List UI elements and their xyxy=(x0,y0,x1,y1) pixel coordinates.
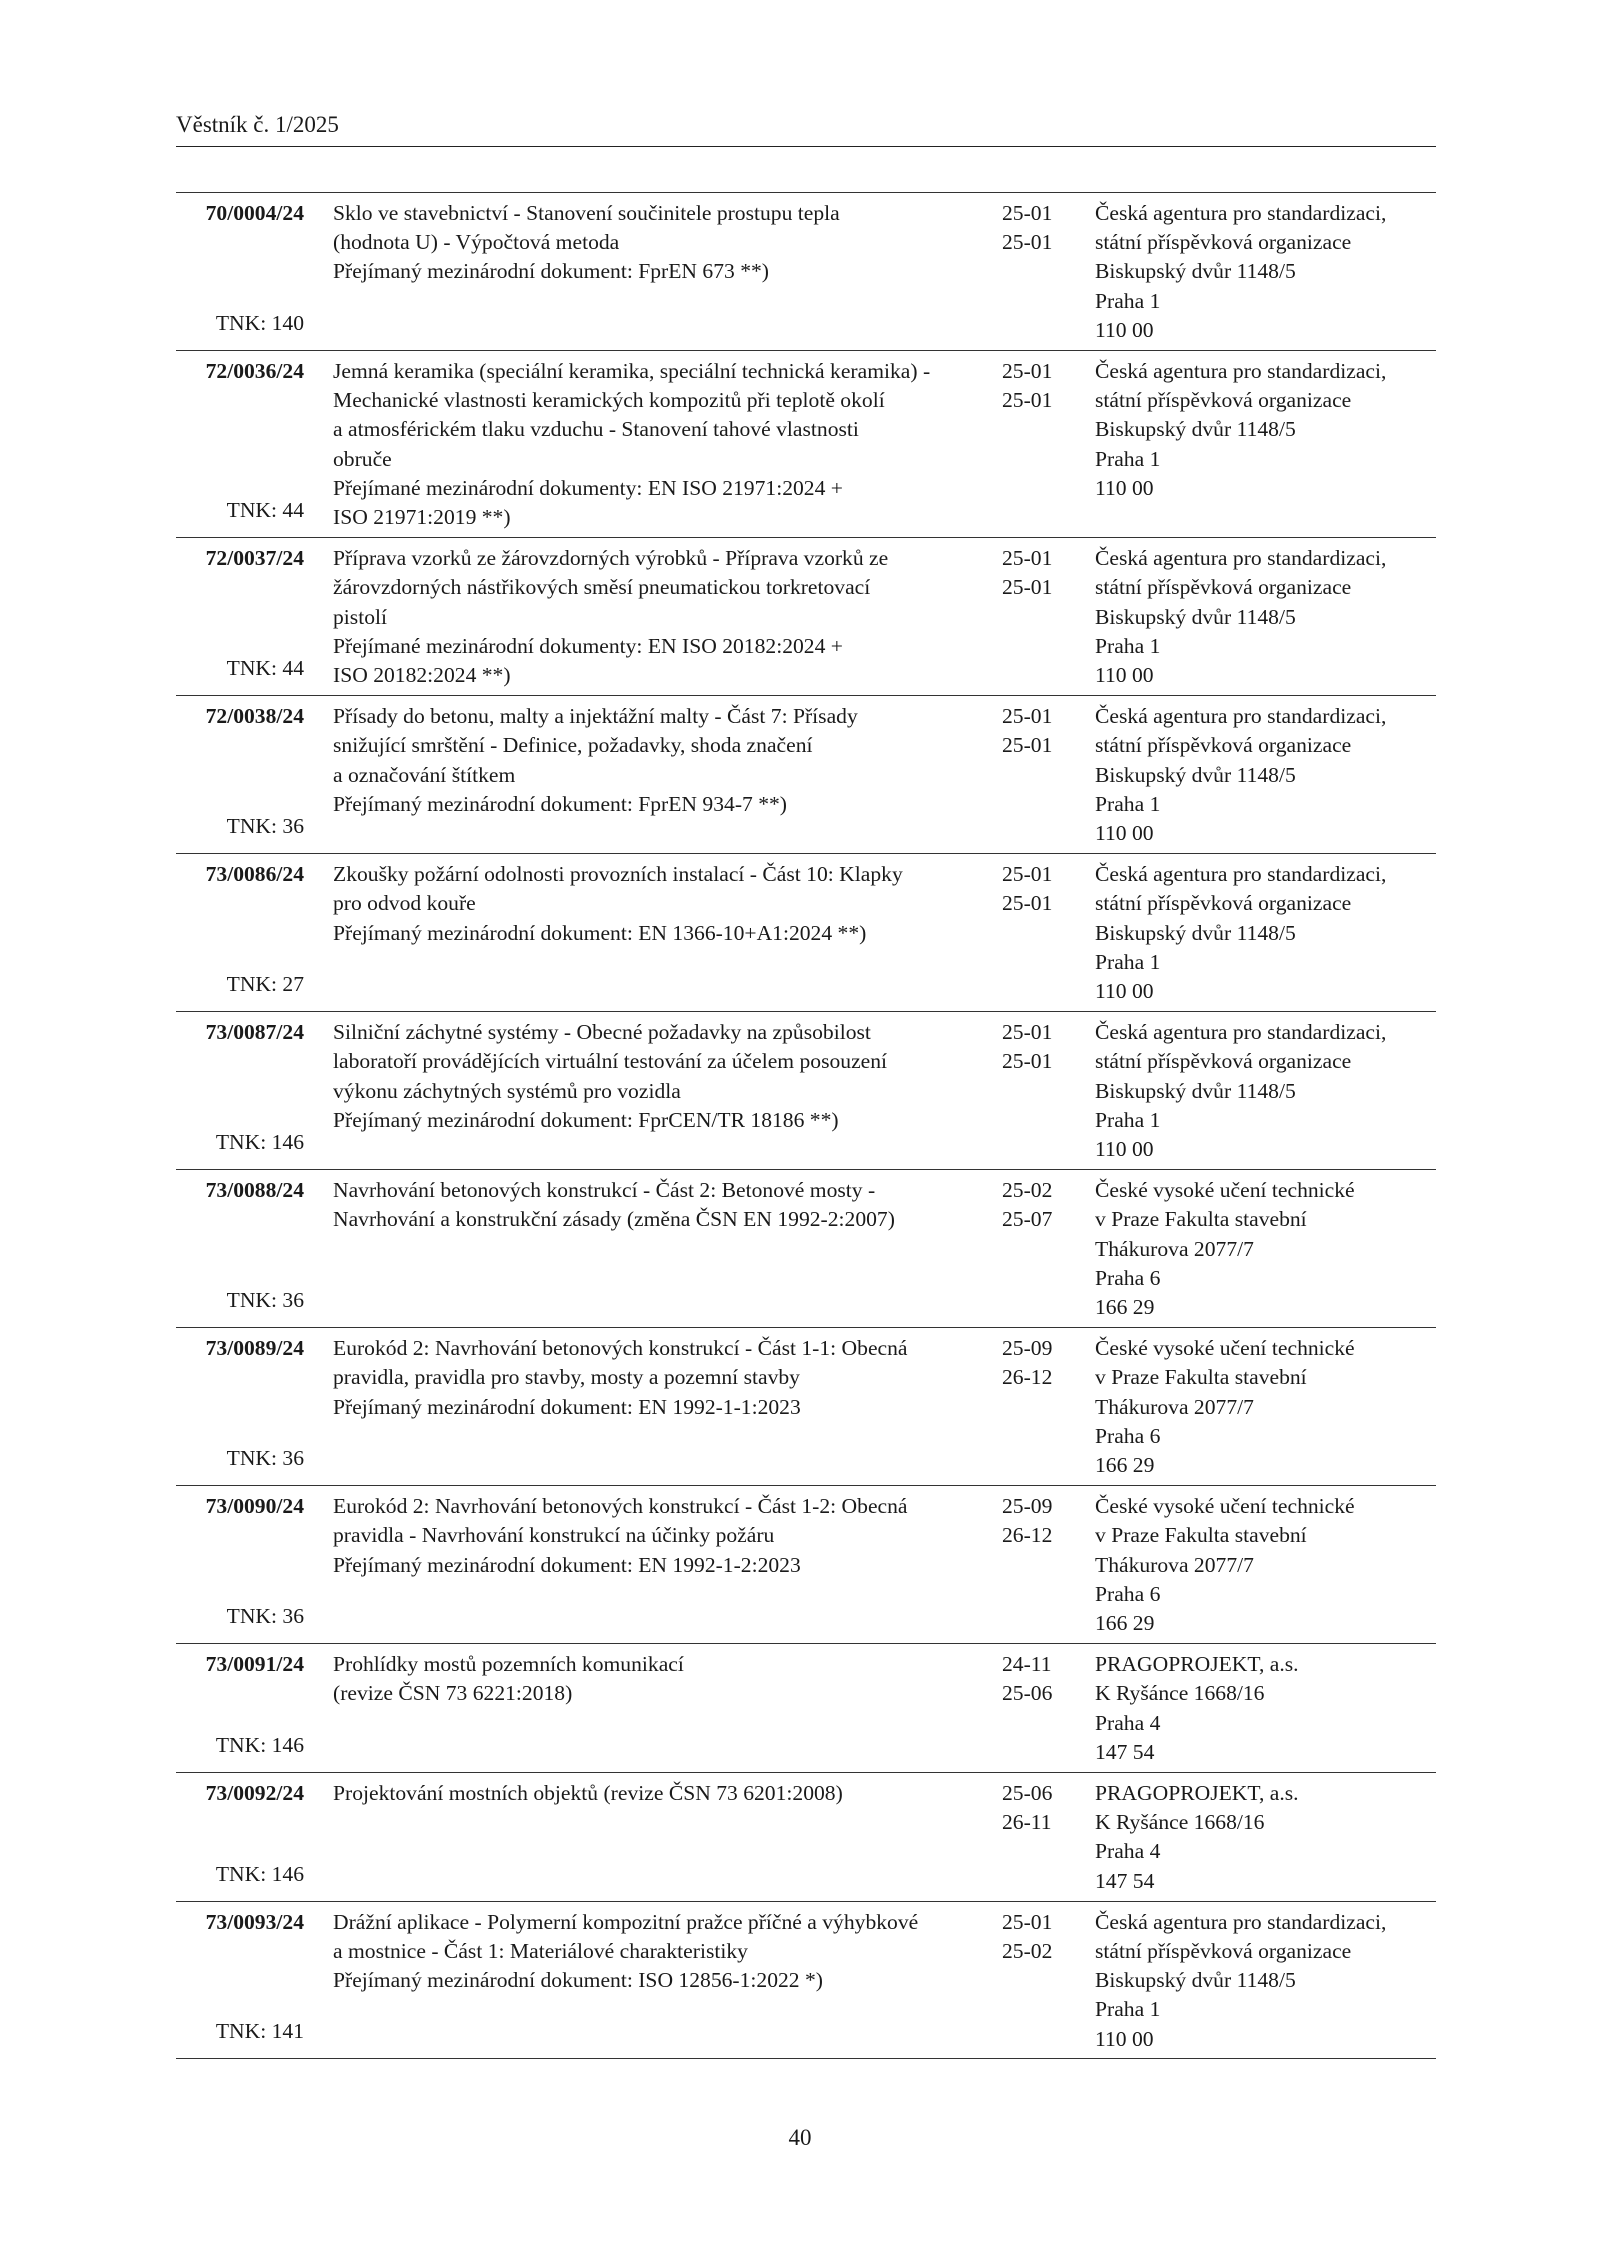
record-row xyxy=(176,192,1436,350)
record-title-line: Přejímaný mezinárodní dokument: FprCEN/TR 18186 **) xyxy=(333,1107,839,1132)
record-row xyxy=(176,1169,1436,1327)
record-id: 72/0037/24 xyxy=(205,546,304,571)
record-dates-line: 25-01 xyxy=(1002,201,1053,225)
record-organization-line: 147 54 xyxy=(1095,1868,1155,1893)
record-row xyxy=(176,695,1436,853)
record-organization-line: PRAGOPROJEKT, a.s. xyxy=(1095,1652,1299,1677)
record-id-cell xyxy=(176,1334,304,1479)
record-organization-line: Praha 6 xyxy=(1095,1265,1161,1290)
record-organization-line: v Praze Fakulta stavební xyxy=(1095,1365,1307,1390)
record-title-line: Eurokód 2: Navrhování betonových konstrukcí - Část 1-2: Obecná xyxy=(333,1494,908,1519)
record-id-cell xyxy=(176,199,304,344)
record-title-line: Přejímaný mezinárodní dokument: EN 1992-1-1:2023 xyxy=(333,1394,801,1419)
record-dates xyxy=(1002,1334,1082,1392)
record-id: 72/0038/24 xyxy=(205,704,304,729)
record-organization-line: Praha 4 xyxy=(1095,1839,1161,1864)
record-organization-line: státní příspěvková organizace xyxy=(1095,1049,1352,1074)
record-tnk: TNK: 44 xyxy=(226,655,304,680)
record-id: 73/0093/24 xyxy=(205,1909,304,1934)
record-dates-line: 25-07 xyxy=(1002,1207,1053,1232)
record-organization-line: Thákurova 2077/7 xyxy=(1095,1552,1254,1577)
record-organization-line: státní příspěvková organizace xyxy=(1095,891,1352,916)
record-title-line: Navrhování betonových konstrukcí - Část 2: Betonové mosty - xyxy=(333,1178,876,1203)
record-dates xyxy=(1002,1176,1082,1234)
record-tnk: TNK: 27 xyxy=(226,971,304,996)
record-tnk: TNK: 36 xyxy=(226,813,304,838)
record-organization-line: státní příspěvková organizace xyxy=(1095,388,1352,413)
record-organization xyxy=(1095,1492,1435,1638)
record-row xyxy=(176,1901,1436,2059)
record-id-cell xyxy=(176,1779,304,1895)
record-organization xyxy=(1095,1779,1435,1896)
record-dates-line: 25-01 xyxy=(1002,1909,1053,1934)
record-organization-line: Praha 1 xyxy=(1095,1107,1161,1132)
record-dates xyxy=(1002,544,1082,602)
record-dates-line: 26-11 xyxy=(1002,1810,1052,1835)
record-dates-line: 25-01 xyxy=(1002,733,1053,758)
record-organization-line: Biskupský dvůr 1148/5 xyxy=(1095,920,1296,945)
record-organization-line: Biskupský dvůr 1148/5 xyxy=(1095,762,1296,787)
record-organization-line: 166 29 xyxy=(1095,1295,1155,1319)
record-id: 73/0091/24 xyxy=(205,1652,304,1677)
record-organization-line: Praha 6 xyxy=(1095,1581,1161,1606)
record-dates xyxy=(1002,357,1082,415)
record-id-cell xyxy=(176,1908,304,2052)
page-header: Věstník č. 1/2025 xyxy=(176,112,339,137)
record-organization-line: státní příspěvková organizace xyxy=(1095,575,1352,600)
record-title-line: Přejímané mezinárodní dokumenty: EN ISO 20182:2024 + xyxy=(333,633,843,658)
records-table xyxy=(176,192,1436,2059)
record-organization-line: Praha 1 xyxy=(1095,949,1161,974)
record-dates-line: 25-01 xyxy=(1002,575,1053,600)
record-organization-line: v Praze Fakulta stavební xyxy=(1095,1207,1307,1232)
record-title-line: Mechanické vlastnosti keramických kompozitů při teplotě okolí xyxy=(333,388,885,413)
record-title-line: obruče xyxy=(333,446,392,471)
record-organization xyxy=(1095,702,1435,848)
record-title-line: Přísady do betonu, malty a injektážní malty - Část 7: Přísady xyxy=(333,704,858,729)
record-organization-line: Thákurova 2077/7 xyxy=(1095,1236,1254,1261)
record-dates-line: 26-12 xyxy=(1002,1523,1053,1548)
record-dates-line: 25-01 xyxy=(1002,230,1053,255)
record-organization-line: 110 00 xyxy=(1095,1137,1154,1161)
record-dates-line: 26-12 xyxy=(1002,1365,1053,1390)
record-organization-line: K Ryšánce 1668/16 xyxy=(1095,1810,1265,1835)
record-organization-line: Česká agentura pro standardizaci, xyxy=(1095,862,1387,887)
record-dates-line: 25-06 xyxy=(1002,1780,1053,1805)
record-title-line: Přejímaný mezinárodní dokument: EN 1992-1-2:2023 xyxy=(333,1552,801,1577)
record-organization-line: České vysoké učení technické xyxy=(1095,1178,1355,1203)
page-number: 40 xyxy=(788,2125,812,2150)
record-organization-line: Česká agentura pro standardizaci, xyxy=(1095,1909,1387,1934)
record-organization-line: 147 54 xyxy=(1095,1739,1155,1764)
header-divider xyxy=(176,146,1436,147)
record-title-line: Přejímané mezinárodní dokumenty: EN ISO 21971:2024 + xyxy=(333,475,843,500)
record-title-line: (revize ČSN 73 6221:2018) xyxy=(333,1681,573,1706)
record-dates xyxy=(1002,1018,1082,1076)
record-title-line: Přejímaný mezinárodní dokument: EN 1366-10+A1:2024 **) xyxy=(333,920,867,945)
record-id: 73/0086/24 xyxy=(205,862,304,887)
record-title-line: žárovzdorných nástřikových směsí pneumatickou torkretovací xyxy=(333,575,871,600)
record-organization-line: 110 00 xyxy=(1095,475,1154,500)
record-organization-line: Praha 1 xyxy=(1095,288,1161,313)
record-organization-line: 110 00 xyxy=(1095,821,1154,845)
record-title-line: pro odvod kouře xyxy=(333,891,476,916)
record-tnk: TNK: 141 xyxy=(215,2018,304,2043)
record-tnk: TNK: 36 xyxy=(226,1445,304,1470)
record-organization-line: Biskupský dvůr 1148/5 xyxy=(1095,417,1296,442)
record-tnk: TNK: 140 xyxy=(215,310,304,335)
record-organization xyxy=(1095,1334,1435,1480)
record-organization-line: státní příspěvková organizace xyxy=(1095,1938,1352,1963)
record-organization-line: 110 00 xyxy=(1095,317,1154,342)
record-id: 73/0088/24 xyxy=(205,1178,304,1203)
record-id-cell xyxy=(176,1176,304,1321)
record-title-line: pravidla - Navrhování konstrukcí na účinky požáru xyxy=(333,1523,775,1548)
record-organization xyxy=(1095,1650,1435,1767)
record-tnk: TNK: 36 xyxy=(226,1603,304,1628)
record-title-line: ISO 20182:2024 **) xyxy=(333,663,511,687)
record-organization-line: Česká agentura pro standardizaci, xyxy=(1095,1020,1387,1045)
record-id: 73/0092/24 xyxy=(205,1780,304,1805)
record-organization-line: Česká agentura pro standardizaci, xyxy=(1095,704,1387,729)
record-title-line: pravidla, pravidla pro stavby, mosty a pozemní stavby xyxy=(333,1365,800,1390)
record-title-line: Přejímaný mezinárodní dokument: FprEN 673 **) xyxy=(333,259,769,284)
record-title-line: Navrhování a konstrukční zásady (změna ČSN EN 1992-2:2007) xyxy=(333,1207,895,1232)
record-id: 73/0089/24 xyxy=(205,1336,304,1361)
record-dates-line: 25-09 xyxy=(1002,1336,1053,1361)
record-id-cell xyxy=(176,860,304,1005)
record-title-line: laboratoří provádějících virtuální testování za účelem posouzení xyxy=(333,1049,888,1074)
record-tnk: TNK: 36 xyxy=(226,1287,304,1312)
record-title-line: Silniční záchytné systémy - Obecné požadavky na způsobilost xyxy=(333,1020,871,1045)
record-dates-line: 25-01 xyxy=(1002,359,1053,383)
record-row xyxy=(176,350,1436,537)
record-title-line: Drážní aplikace - Polymerní kompozitní pražce příčné a výhybkové xyxy=(333,1909,919,1934)
record-organization-line: Biskupský dvůr 1148/5 xyxy=(1095,1078,1296,1103)
record-row xyxy=(176,1643,1436,1772)
record-title-line: a označování štítkem xyxy=(333,762,516,787)
record-organization-line: Česká agentura pro standardizaci, xyxy=(1095,201,1387,225)
record-dates-line: 25-01 xyxy=(1002,704,1053,729)
record-title-line: Přejímaný mezinárodní dokument: FprEN 934-7 **) xyxy=(333,791,787,816)
record-organization xyxy=(1095,1018,1435,1164)
record-organization-line: Česká agentura pro standardizaci, xyxy=(1095,546,1387,571)
record-row xyxy=(176,853,1436,1011)
record-title-line: Přejímaný mezinárodní dokument: ISO 12856-1:2022 *) xyxy=(333,1968,823,1993)
record-organization-line: Praha 1 xyxy=(1095,446,1161,471)
record-tnk: TNK: 146 xyxy=(215,1861,304,1886)
record-dates-line: 25-01 xyxy=(1002,1049,1053,1074)
record-dates xyxy=(1002,1779,1082,1837)
record-row xyxy=(176,1772,1436,1901)
record-organization xyxy=(1095,1176,1435,1322)
record-row xyxy=(176,1485,1436,1643)
record-id-cell xyxy=(176,702,304,847)
record-title-line: Jemná keramika (speciální keramika, speciální technická keramika) - xyxy=(333,359,931,383)
record-id-cell xyxy=(176,1492,304,1637)
record-dates xyxy=(1002,1908,1082,1966)
record-dates xyxy=(1002,702,1082,760)
record-organization xyxy=(1095,544,1435,690)
record-dates-line: 25-01 xyxy=(1002,891,1053,916)
record-organization-line: 110 00 xyxy=(1095,2026,1154,2051)
record-dates-line: 24-11 xyxy=(1002,1652,1052,1677)
record-organization-line: Biskupský dvůr 1148/5 xyxy=(1095,604,1296,629)
record-organization-line: státní příspěvková organizace xyxy=(1095,230,1352,255)
record-organization-line: K Ryšánce 1668/16 xyxy=(1095,1681,1265,1706)
record-dates-line: 25-06 xyxy=(1002,1681,1053,1706)
record-row xyxy=(176,1327,1436,1485)
record-title-line: Prohlídky mostů pozemních komunikací xyxy=(333,1652,684,1677)
record-id: 70/0004/24 xyxy=(205,201,304,225)
record-organization-line: 110 00 xyxy=(1095,979,1154,1003)
record-id-cell xyxy=(176,357,304,531)
record-organization-line: státní příspěvková organizace xyxy=(1095,733,1352,758)
record-organization-line: 166 29 xyxy=(1095,1611,1155,1635)
record-title-line: (hodnota U) - Výpočtová metoda xyxy=(333,230,620,255)
record-organization-line: PRAGOPROJEKT, a.s. xyxy=(1095,1780,1299,1805)
record-organization xyxy=(1095,1908,1435,2054)
record-dates-line: 25-02 xyxy=(1002,1938,1053,1963)
record-dates-line: 25-02 xyxy=(1002,1178,1053,1203)
record-title-line: Zkoušky požární odolnosti provozních instalací - Část 10: Klapky xyxy=(333,862,903,887)
record-organization xyxy=(1095,357,1435,503)
record-id-cell xyxy=(176,1650,304,1766)
record-dates-line: 25-01 xyxy=(1002,388,1053,413)
record-dates-line: 25-09 xyxy=(1002,1494,1053,1519)
record-dates xyxy=(1002,199,1082,257)
record-title-line: a atmosférickém tlaku vzduchu - Stanovení tahové vlastnosti xyxy=(333,417,859,442)
record-tnk: TNK: 146 xyxy=(215,1732,304,1757)
record-title-line: a mostnice - Část 1: Materiálové charakteristiky xyxy=(333,1938,748,1963)
record-organization-line: 166 29 xyxy=(1095,1453,1155,1477)
record-organization xyxy=(1095,199,1435,345)
record-row xyxy=(176,1011,1436,1169)
record-id: 73/0090/24 xyxy=(205,1494,304,1519)
record-organization-line: Praha 6 xyxy=(1095,1423,1161,1448)
record-dates xyxy=(1002,1492,1082,1550)
record-organization-line: České vysoké učení technické xyxy=(1095,1494,1355,1519)
record-title-line: ISO 21971:2019 **) xyxy=(333,505,511,530)
record-id: 72/0036/24 xyxy=(205,359,304,383)
record-title-line: Sklo ve stavebnictví - Stanovení součinitele prostupu tepla xyxy=(333,201,840,225)
record-id-cell xyxy=(176,1018,304,1163)
record-organization-line: v Praze Fakulta stavební xyxy=(1095,1523,1307,1548)
record-organization-line: Biskupský dvůr 1148/5 xyxy=(1095,1968,1296,1993)
record-id-cell xyxy=(176,544,304,689)
record-title-line: pistolí xyxy=(333,604,387,629)
record-organization-line: Praha 1 xyxy=(1095,1997,1161,2022)
record-organization-line: Biskupský dvůr 1148/5 xyxy=(1095,259,1296,284)
record-row xyxy=(176,537,1436,695)
record-dates-line: 25-01 xyxy=(1002,546,1053,571)
record-id: 73/0087/24 xyxy=(205,1020,304,1045)
record-title-line: snižující smrštění - Definice, požadavky, shoda značení xyxy=(333,733,813,758)
record-organization-line: České vysoké učení technické xyxy=(1095,1336,1355,1361)
record-dates-line: 25-01 xyxy=(1002,1020,1053,1045)
record-tnk: TNK: 146 xyxy=(215,1129,304,1154)
record-title-line: výkonu záchytných systémů pro vozidla xyxy=(333,1078,681,1103)
record-organization-line: Česká agentura pro standardizaci, xyxy=(1095,359,1387,383)
record-title-line: Projektování mostních objektů (revize ČSN 73 6201:2008) xyxy=(333,1780,843,1805)
record-organization xyxy=(1095,860,1435,1006)
record-tnk: TNK: 44 xyxy=(226,497,304,522)
record-dates-line: 25-01 xyxy=(1002,862,1053,887)
record-organization-line: Praha 1 xyxy=(1095,791,1161,816)
record-dates xyxy=(1002,1650,1082,1708)
record-organization-line: Praha 4 xyxy=(1095,1710,1161,1735)
record-organization-line: Praha 1 xyxy=(1095,633,1161,658)
record-title-line: Eurokód 2: Navrhování betonových konstrukcí - Část 1-1: Obecná xyxy=(333,1336,908,1361)
record-dates xyxy=(1002,860,1082,918)
record-title-line: Příprava vzorků ze žárovzdorných výrobků - Příprava vzorků ze xyxy=(333,546,889,571)
record-organization-line: 110 00 xyxy=(1095,663,1154,687)
record-organization-line: Thákurova 2077/7 xyxy=(1095,1394,1254,1419)
